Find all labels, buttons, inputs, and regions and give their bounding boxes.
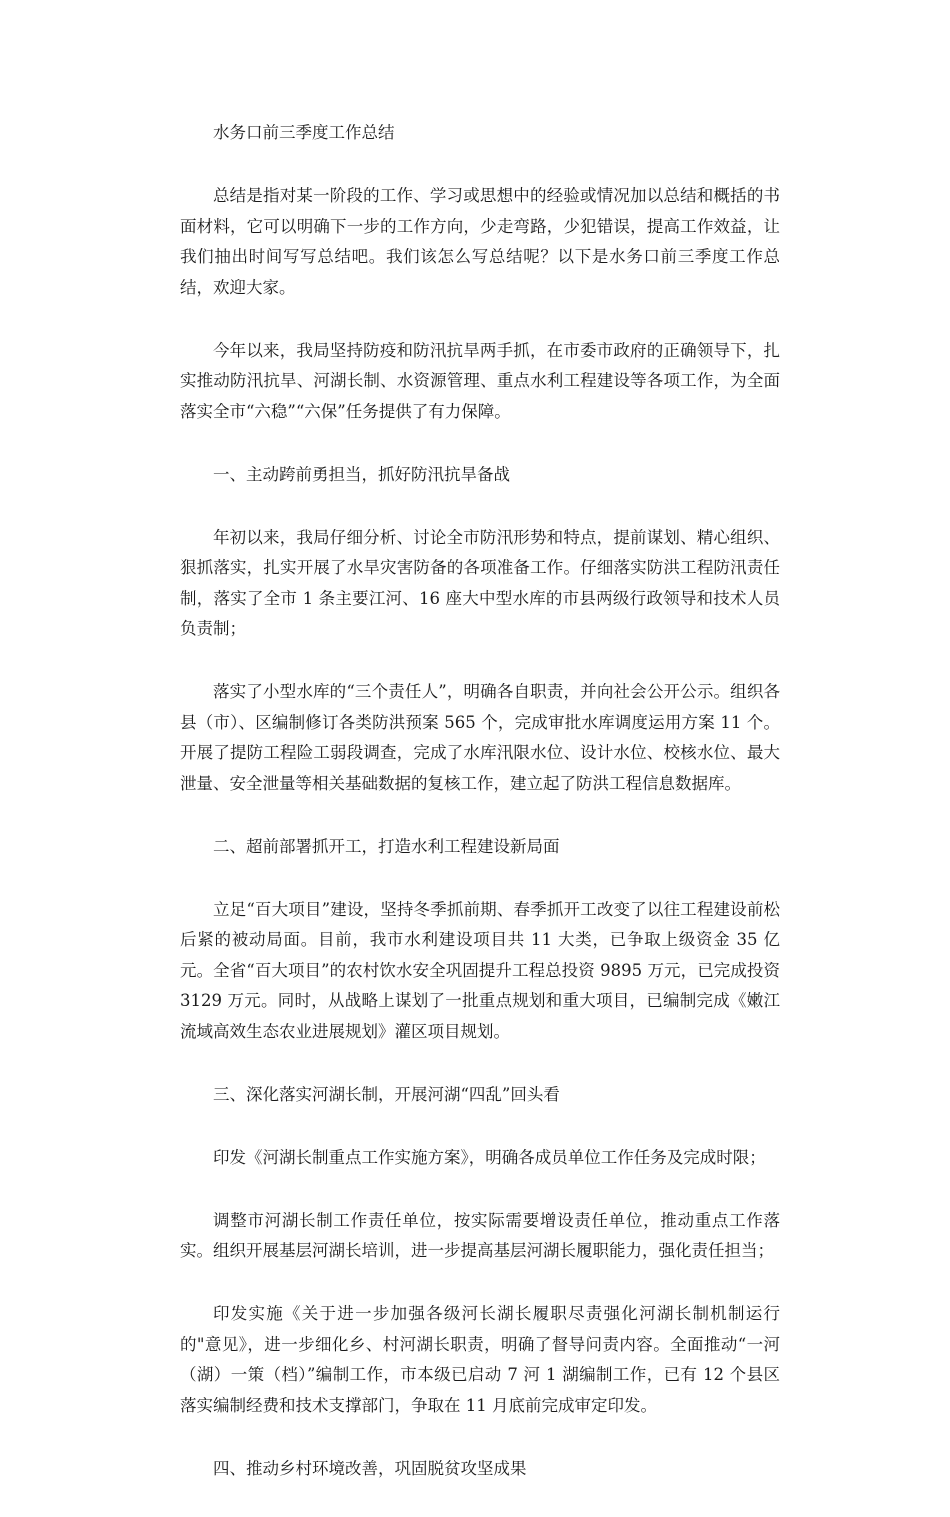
section-1-paragraph-1: 年初以来，我局仔细分析、讨论全市防汛形势和特点，提前谋划、精心组织、狠抓落实，扎实开展了水旱灾害防备的各项准备工作。仔细落实防洪工程防汛责任制，落实了全市 1 条主要江河、16 座大中型水库的市县两级行政领导和技术人员负责制； [180,527,780,638]
intro-paragraph: 总结是指对某一阶段的工作、学习或思想中的经验或情况加以总结和概括的书面材料，它可以明确下一步的工作方向，少走弯路，少犯错误，提高工作效益，让我们抽出时间写写总结吧。我们该怎么写总结呢？以下是水务口前三季度工作总结，欢迎大家。 [180,186,780,297]
section-heading-3: 三、深化落实河湖长制，开展河湖“四乱”回头看 [213,1084,560,1104]
section-heading-2: 二、超前部署抓开工，打造水利工程建设新局面 [213,836,560,856]
overview-paragraph: 今年以来，我局坚持防疫和防汛抗旱两手抓，在市委市政府的正确领导下，扎实推动防汛抗旱、河湖长制、水资源管理、重点水利工程建设等各项工作，为全面落实全市“六稳”“六保”任务提供了有力保障。 [180,340,780,421]
section-2-paragraph-1: 立足“百大项目”建设，坚持冬季抓前期、春季抓开工改变了以往工程建设前松后紧的被动局面。目前，我市水利建设项目共 11 大类，已争取上级资金 35 亿元。全省“百大项目”的农村饮水安全巩固提升工程总投资 9895 万元，已完成投资 3129 万元。同时，从战略上谋划了一批重点规划和重大项目，已编制完成《嫩江流域高效生态农业进展规划》灌区项目规划。 [180,899,780,1041]
section-heading-1: 一、主动跨前勇担当，抓好防汛抗旱备战 [213,464,510,484]
section-heading-4: 四、推动乡村环境改善，巩固脱贫攻坚成果 [213,1458,527,1478]
section-3-paragraph-2: 调整市河湖长制工作责任单位，按实际需要增设责任单位，推动重点工作落实。组织开展基层河湖长培训，进一步提高基层河湖长履职能力，强化责任担当； [180,1210,780,1260]
section-3-paragraph-3: 印发实施《关于进一步加强各级河长湖长履职尽责强化河湖长制机制运行的"意见》，进一步细化乡、村河湖长职责，明确了督导问责内容。全面推动“一河（湖）一策（档）”编制工作，市本级已启动 7 河 1 湖编制工作，已有 12 个县区落实编制经费和技术支撑部门，争取在 11 月底前完成审定印发。 [180,1304,780,1415]
document-page [180,118,780,1517]
document-title: 水务口前三季度工作总结 [213,123,395,142]
section-1-paragraph-2: 落实了小型水库的“三个责任人”，明确各自职责，并向社会公开公示。组织各县（市）、区编制修订各类防洪预案 565 个，完成审批水库调度运用方案 11 个。开展了提防工程险工弱段调查，完成了水库汛限水位、设计水位、校核水位、最大泄量、安全泄量等相关基础数据的复核工作，建立起了防洪工程信息数据库。 [180,682,780,793]
section-3-paragraph-1: 印发《河湖长制重点工作实施方案》，明确各成员单位工作任务及完成时限； [213,1147,766,1167]
